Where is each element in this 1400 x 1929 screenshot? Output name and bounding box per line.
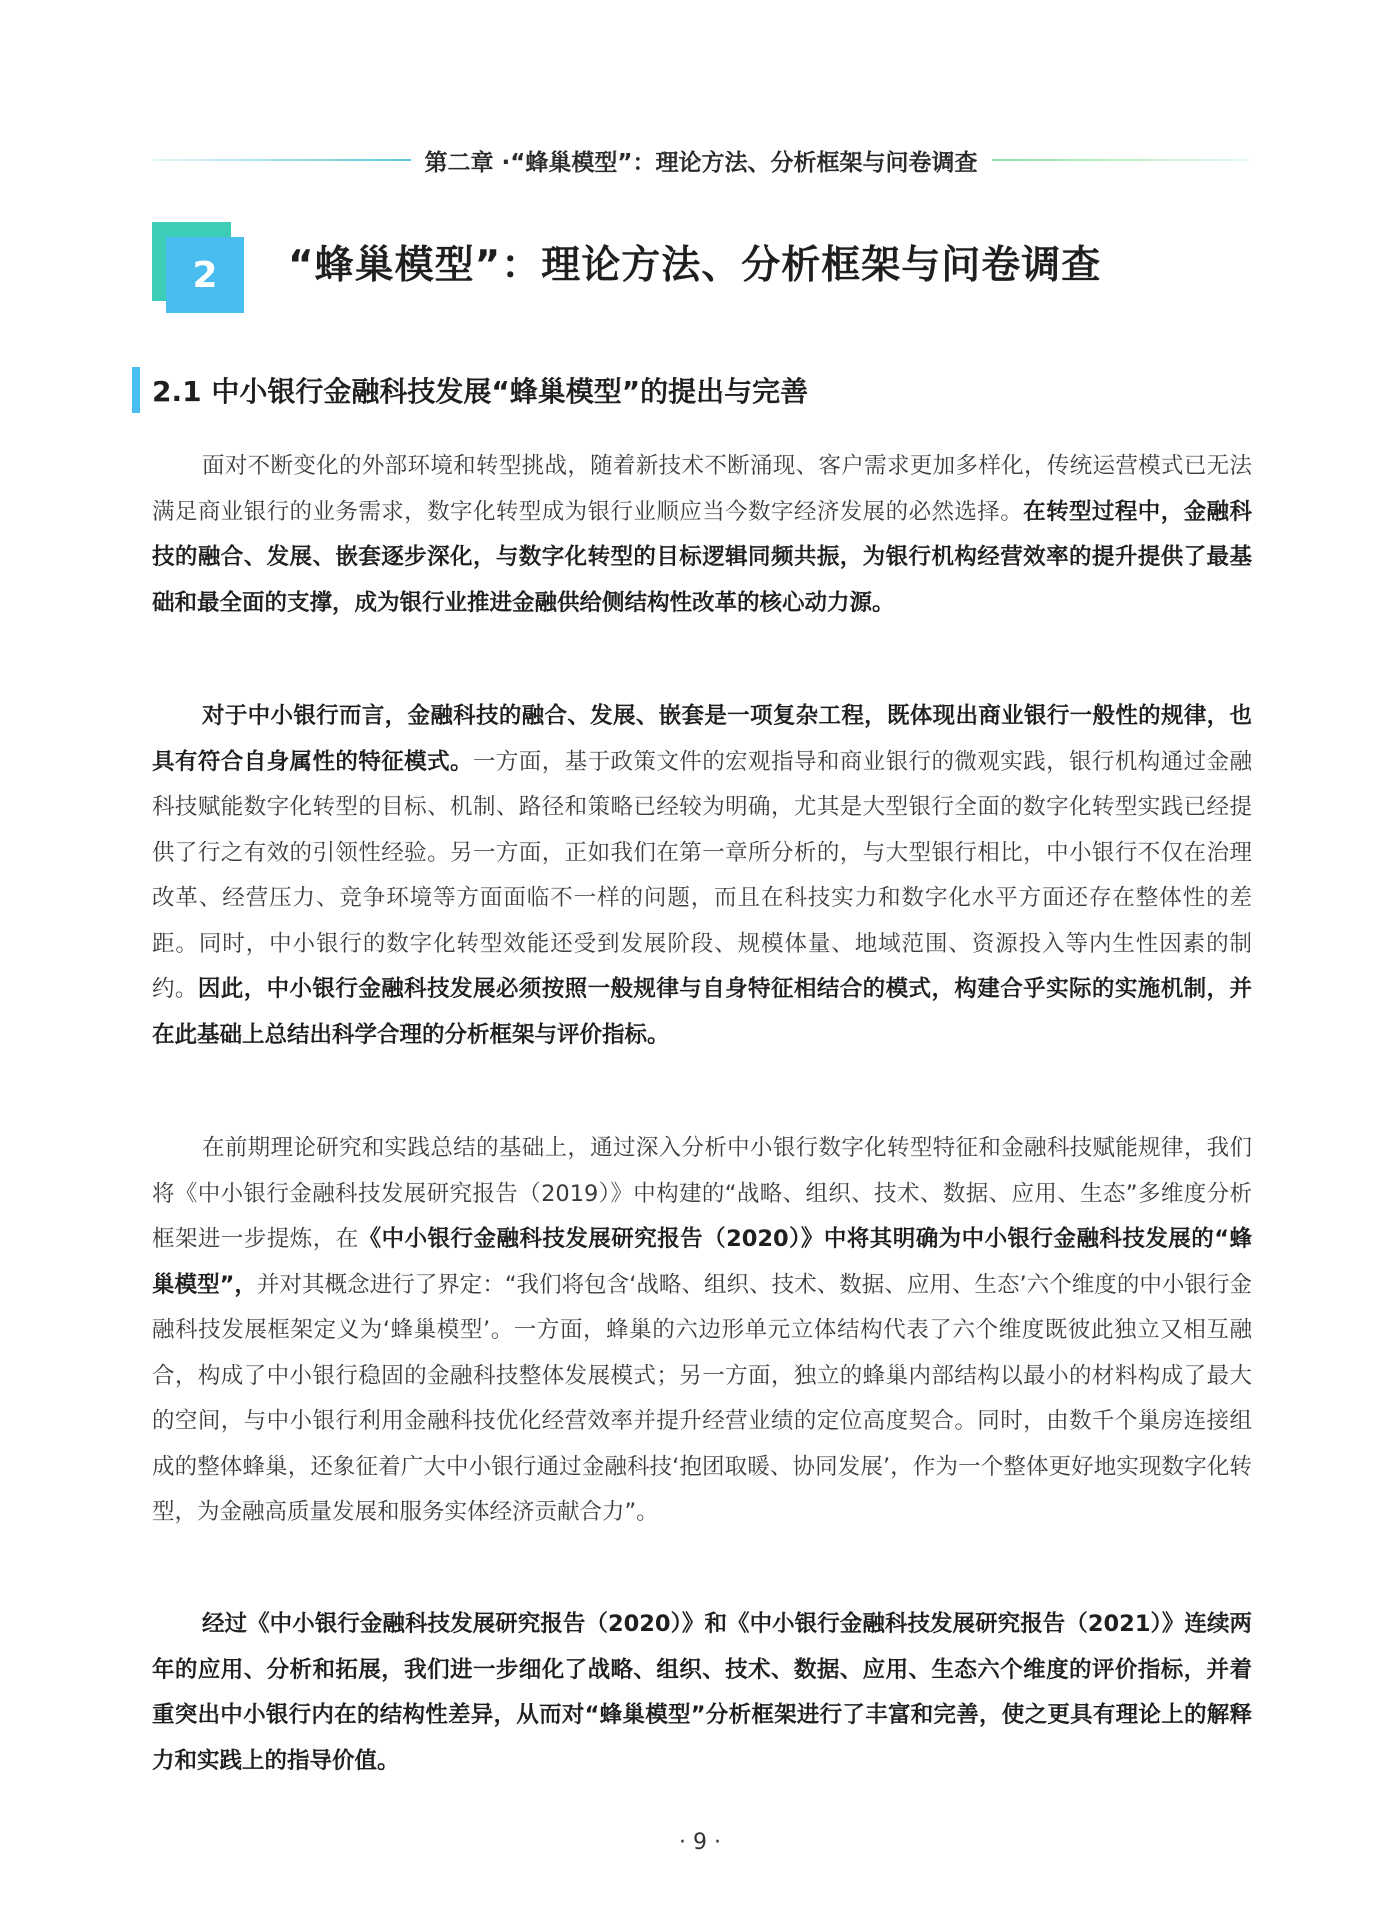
paragraph-3-emphasis: 《中小银行金融科技发展研究报告（2020）》中将其明确为中小银行金融科技发展的“蜂巢模型”， [152,1226,1252,1298]
paragraph-3-text-lead: 在前期理论研究和实践总结的基础上，通过深入分析中小银行数字化转型特征和金融科技赋能规律，我们将《中小银行金融科技发展研究报告（2019）》中构建的“战略、组织、技术、数据、应用、生态”多维度分析框架进一步提炼，在 [152,1135,1252,1252]
section-heading [132,367,808,413]
running-header [152,138,1250,182]
header-rule-right [992,159,1251,161]
paragraph-2-text: 一方面，基于政策文件的宏观指导和商业银行的微观实践，银行机构通过金融科技赋能数字化转型的目标、机制、路径和策略已经较为明确，尤其是大型银行全面的数字化转型实践已经提供了行之有效的引领性经验。另一方面，正如我们在第一章所分析的，与大型银行相比，中小银行不仅在治理改革、经营压力、竞争环境等方面面临不一样的问题，而且在科技实力和数字化水平方面还存在整体性的差距。同时，中小银行的数字化转型效能还受到发展阶段、规模体量、地域范围、资源投入等内生性因素的制约。 [152,748,1252,1002]
paragraph-3 [152,1126,1252,1536]
paragraph-4-text: 经过《中小银行金融科技发展研究报告（2020）》和《中小银行金融科技发展研究报告（2021）》连续两年的应用、分析和拓展，我们进一步细化了战略、组织、技术、数据、应用、生态六个维度的评价指标，并着重突出中小银行内在的结构性差异，从而对“蜂巢模型”分析框架进行了丰富和完善，使之更具有理论上的解释力和实践上的指导价值。 [152,1611,1252,1774]
paragraph-1-emphasis: 在转型过程中，金融科技的融合、发展、嵌套逐步深化，与数字化转型的目标逻辑同频共振，为银行机构经营效率的提升提供了最基础和最全面的支撑，成为银行业推进金融供给侧结构性改革的核心动力源。 [152,498,1252,616]
header-rule-left [152,159,411,161]
paragraph-3-text-rest: 并对其概念进行了界定：“我们将包含‘战略、组织、技术、数据、应用、生态’六个维度的中小银行金融科技发展框架定义为‘蜂巢模型’。一方面，蜂巢的六边形单元立体结构代表了六个维度既彼此独立又相互融合，构成了中小银行稳固的金融科技整体发展模式；另一方面，独立的蜂巢内部结构以最小的材料构成了最大的空间，与中小银行利用金融科技优化经营效率并提升经营业绩的定位高度契合。同时，由数千个巢房连接组成的整体蜂巢，还象征着广大中小银行通过金融科技‘抱团取暖、协同发展’，作为一个整体更好地实现数字化转型，为金融高质量发展和服务实体经济贡献合力”。 [152,1271,1252,1525]
chapter-heading [152,222,1252,312]
chapter-number-badge: 2 [166,237,244,313]
page-number: · 9 · [679,1830,721,1855]
paragraph-4 [152,1602,1252,1784]
paragraph-1 [152,444,1252,626]
paragraph-1-text: 面对不断变化的外部环境和转型挑战，随着新技术不断涌现、客户需求更加多样化，传统运营模式已无法满足商业银行的业务需求，数字化转型成为银行业顺应当今数字经济发展的必然选择。 [152,453,1252,525]
section-title: 2.1 中小银行金融科技发展“蜂巢模型”的提出与完善 [152,375,809,408]
paragraph-2-emphasis-conclusion: 因此，中小银行金融科技发展必须按照一般规律与自身特征相结合的模式，构建合乎实际的实施机制，并在此基础上总结出科学合理的分析框架与评价指标。 [152,976,1252,1048]
section-accent-bar [132,367,140,413]
paragraph-2 [152,694,1252,1058]
running-header-title: 第二章 ·“蜂巢模型”：理论方法、分析框架与问卷调查 [424,149,978,176]
chapter-title: “蜂巢模型”：理论方法、分析框架与问卷调查 [288,243,1102,288]
paragraph-2-emphasis-lead: 对于中小银行而言，金融科技的融合、发展、嵌套是一项复杂工程，既体现出商业银行一般性的规律，也具有符合自身属性的特征模式。 [152,703,1252,775]
